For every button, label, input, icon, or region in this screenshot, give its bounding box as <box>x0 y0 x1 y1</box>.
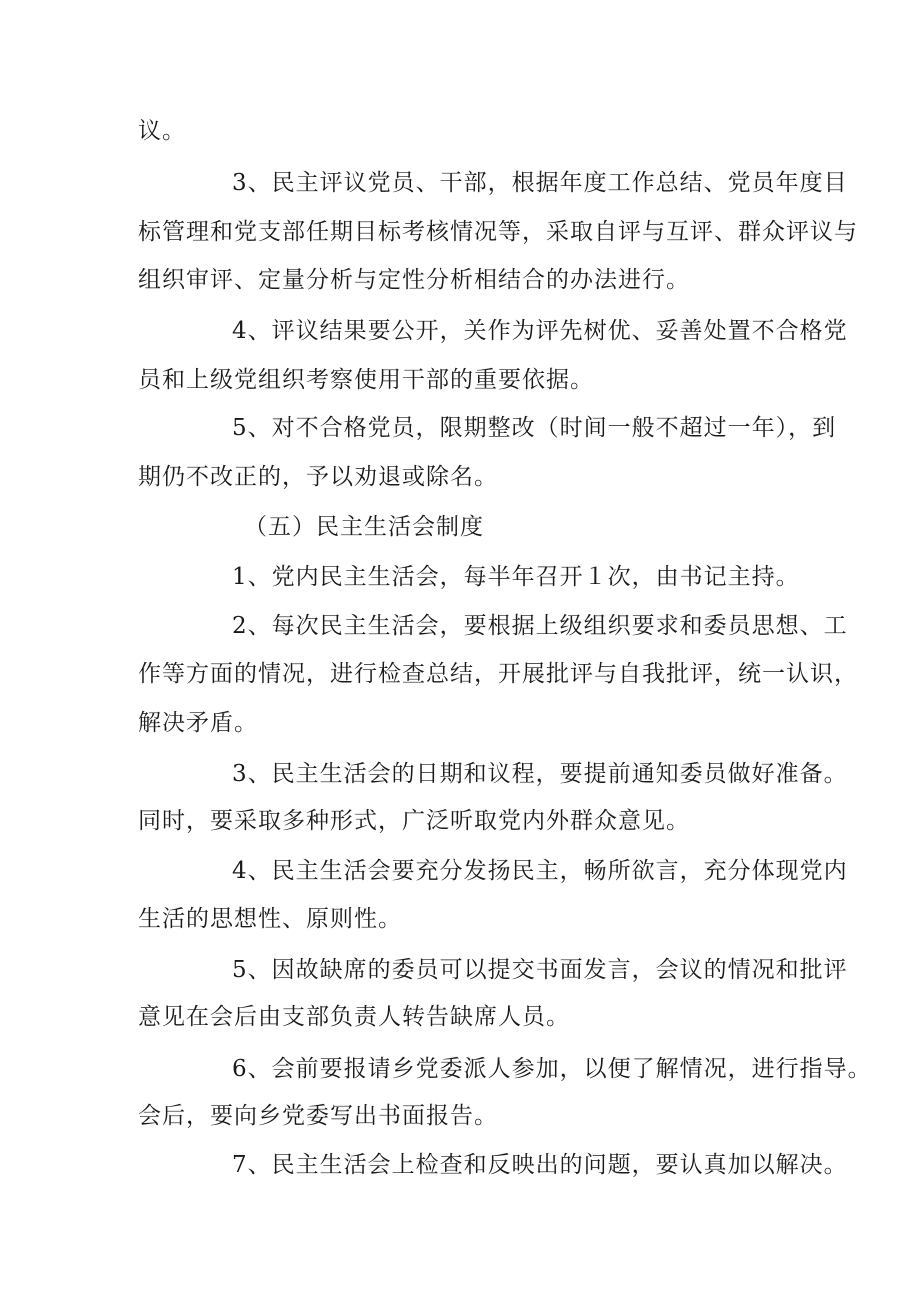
text-line: 员和上级党组织考察使用干部的重要依据。 <box>138 367 594 393</box>
text-line: 4、评议结果要公开，关作为评先树优、妥善处置不合格党 <box>232 318 848 344</box>
text-line: 5、因故缺席的委员可以提交书面发言，会议的情况和批评 <box>232 957 848 983</box>
text-line: 期仍不改正的，予以劝退或除名。 <box>138 464 498 490</box>
text-line: 6、会前要报请乡党委派人参加，以便了解情况，进行指导。 <box>232 1056 872 1082</box>
text-line: 解决矛盾。 <box>138 710 258 736</box>
text-line: 同时，要采取多种形式，广泛听取党内外群众意见。 <box>138 808 690 834</box>
text-line: 议。 <box>138 118 186 144</box>
text-line: 2、每次民主生活会，要根据上级组织要求和委员思想、工 <box>232 613 848 639</box>
text-line: 7、民主生活会上检查和反映出的问题，要认真加以解决。 <box>232 1152 848 1178</box>
text-line: 4、民主生活会要充分发扬民主，畅所欲言，充分体现党内 <box>232 858 848 884</box>
text-line: 作等方面的情况，进行检查总结，开展批评与自我批评，统一认识， <box>138 661 858 687</box>
text-line: 1、党内民主生活会，每半年召开１次，由书记主持。 <box>232 564 800 590</box>
section-heading: （五）民主生活会制度 <box>244 514 484 540</box>
text-line: 5、对不合格党员，限期整改（时间一般不超过一年），到 <box>232 415 837 441</box>
text-line: 会后，要向乡党委写出书面报告。 <box>138 1103 498 1129</box>
text-line: 生活的思想性、原则性。 <box>138 906 402 932</box>
text-line: 意见在会后由支部负责人转告缺席人员。 <box>138 1004 570 1030</box>
text-line: 标管理和党支部任期目标考核情况等，采取自评与互评、群众评议与 <box>138 219 858 245</box>
text-line: 3、民主评议党员、干部，根据年度工作总结、党员年度目 <box>232 170 848 196</box>
text-line: 3、民主生活会的日期和议程，要提前通知委员做好准备。 <box>232 761 848 787</box>
text-line: 组织审评、定量分析与定性分析相结合的办法进行。 <box>138 267 690 293</box>
